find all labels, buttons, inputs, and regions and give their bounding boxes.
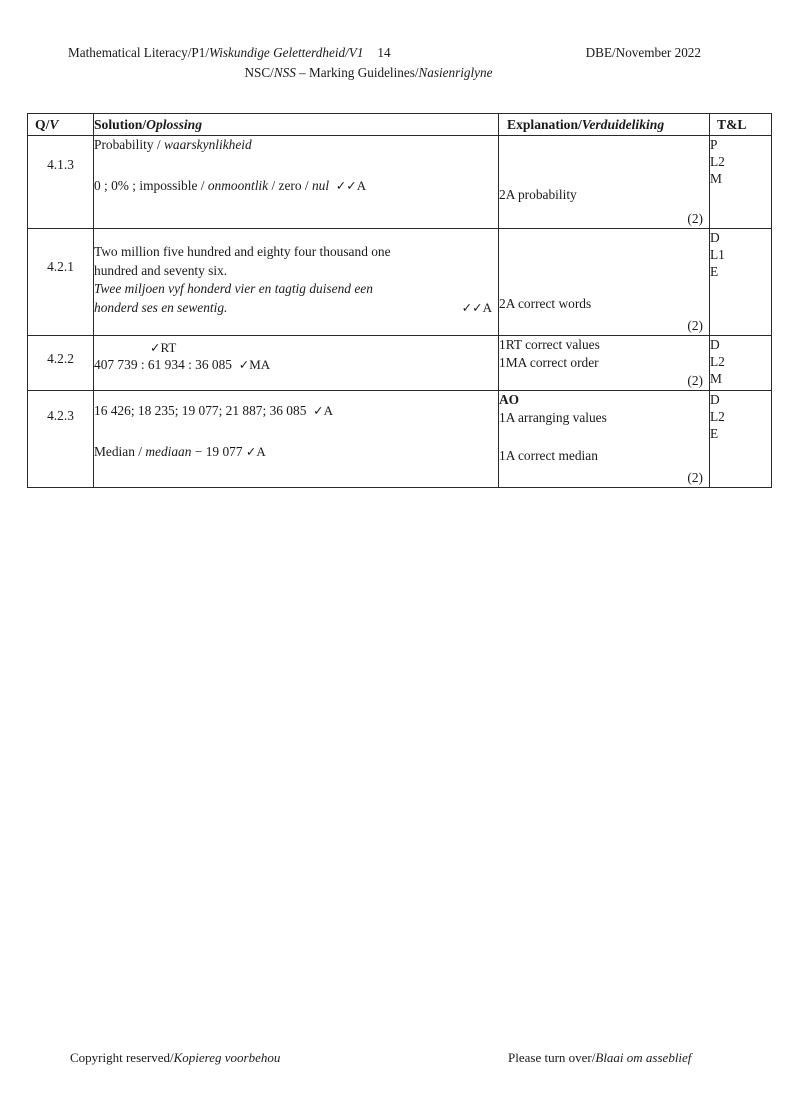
column-header-question (28, 114, 94, 136)
solution-line-af: Twee miljoen vyf honderd vier en tagtig duisend een (94, 281, 373, 296)
header-curriculum-af: NSS (273, 65, 296, 80)
column-header-explanation-af: Verduideliking (581, 117, 665, 132)
column-header-question-en: Q/ (35, 117, 50, 132)
header-page-number: 14 (377, 45, 391, 60)
solution-answer-mid: / zero / (268, 177, 312, 193)
tick-mark-icon: ✓✓ (335, 177, 357, 193)
row-explanation (499, 336, 710, 391)
solution-line (94, 136, 498, 155)
column-header-question-af: V (49, 117, 59, 132)
marking-guidelines-table (27, 113, 772, 488)
tl-value: L1 (710, 247, 725, 262)
row-question-number: 4.1.3 (28, 136, 94, 229)
row-taxonomy-level (710, 391, 772, 488)
mark-code: A (356, 177, 367, 193)
mark-code: RT (160, 340, 177, 355)
column-header-explanation-en: Explanation/ (507, 117, 582, 132)
row-taxonomy-level (710, 336, 772, 391)
tick-mark-icon: ✓ (245, 443, 257, 459)
row-solution (94, 391, 499, 488)
tl-value: L2 (710, 354, 725, 369)
tl-value: P (710, 137, 718, 152)
row-solution (94, 229, 499, 336)
tl-value: D (710, 230, 720, 245)
solution-line (94, 402, 498, 421)
tl-value: D (710, 337, 720, 352)
tl-value: E (710, 426, 719, 441)
median-value: − 19 077 (191, 443, 246, 459)
header-doctype-af: Nasienriglyne (418, 65, 493, 80)
solution-line-af (94, 299, 498, 318)
solution-line (94, 356, 498, 375)
row-explanation (499, 391, 710, 488)
row-solution (94, 336, 499, 391)
explanation-code: AO (499, 392, 520, 407)
header-line-1 (0, 44, 787, 62)
header-subject (68, 44, 391, 62)
column-header-tl (710, 114, 772, 136)
solution-line (94, 177, 498, 196)
footer-copyright-af: Kopiereg voorbehou (173, 1050, 281, 1065)
tl-value: L2 (710, 409, 725, 424)
footer-copyright (70, 1049, 280, 1067)
page-header (0, 44, 787, 82)
tl-value: M (710, 371, 722, 386)
explanation-line: 1A correct median (499, 448, 598, 463)
mark-code: A (323, 403, 333, 418)
median-label-af: mediaan (145, 443, 192, 459)
solution-line: Two million five hundred and eighty four thousand one (94, 244, 391, 259)
header-curriculum-en: NSC/ (244, 65, 274, 80)
row-taxonomy-level (710, 136, 772, 229)
explanation-spacer (499, 136, 709, 186)
explanation-spacer (499, 229, 709, 295)
tl-value: D (710, 392, 720, 407)
column-header-solution-af: Oplossing (146, 117, 203, 132)
solution-line-af-text: honderd ses en sewentig. (94, 299, 228, 315)
explanation-line: 2A probability (499, 187, 577, 202)
row-marks: (2) (687, 318, 703, 333)
row-marks: (2) (687, 211, 703, 226)
solution-text-af: waarskynlikheid (163, 137, 252, 152)
mark-code: A (256, 443, 266, 459)
solution-answer-en: 0 ; 0% ; impossible / (94, 177, 208, 193)
solution-answer-af-2: nul (311, 177, 330, 193)
mark-code: A (482, 299, 492, 315)
solution-values: 16 426; 18 235; 19 077; 21 887; 36 085 (94, 403, 307, 418)
solution-spacer (94, 421, 498, 443)
solution-answer-af-1: onmoontlik (207, 177, 269, 193)
explanation-line: 1A arranging values (499, 410, 607, 425)
row-question-number: 4.2.3 (28, 391, 94, 488)
explanation-line: 1MA correct order (499, 355, 599, 370)
explanation-line: 1RT correct values (499, 337, 600, 352)
tick-mark-icon: ✓ (313, 403, 324, 418)
table-row (28, 229, 772, 336)
table-row (28, 336, 772, 391)
header-doctype-en: – Marking Guidelines/ (295, 65, 419, 80)
solution-text-en: Probability / (94, 137, 164, 152)
tick-mark-icon: ✓✓ (461, 299, 483, 315)
footer-copyright-en: Copyright reserved/ (70, 1050, 174, 1065)
solution-spacer (94, 155, 498, 177)
header-subject-af: Wiskundige Geletterdheid/V1 (208, 45, 364, 60)
column-header-explanation (499, 114, 710, 136)
column-header-solution-en: Solution/ (94, 117, 147, 132)
header-subject-en: Mathematical Literacy/P1/ (68, 45, 209, 60)
tick-mark-icon: ✓ (238, 356, 250, 372)
header-exam-body: DBE/November 2022 (585, 45, 701, 60)
solution-values: 407 739 : 61 934 : 36 085 (94, 356, 232, 372)
row-explanation (499, 229, 710, 336)
table-row (28, 391, 772, 488)
header-line-2 (0, 64, 787, 82)
solution-line: hundred and seventy six. (94, 262, 228, 278)
mark-code: MA (249, 356, 271, 372)
column-header-solution (94, 114, 499, 136)
tick-mark-icon: ✓ (150, 340, 161, 355)
column-header-tl-label: T&L (717, 117, 747, 132)
explanation-line: 2A correct words (499, 296, 592, 311)
row-marks: (2) (687, 470, 703, 485)
row-question-number: 4.2.1 (28, 229, 94, 336)
median-label-en: Median / (94, 443, 146, 459)
row-explanation (499, 136, 710, 229)
tl-value: M (710, 171, 722, 186)
row-solution (94, 136, 499, 229)
solution-line (94, 443, 498, 462)
row-marks: (2) (687, 373, 703, 388)
explanation-spacer (499, 427, 709, 447)
table-header-row (28, 114, 772, 136)
solution-spacer (94, 229, 498, 243)
footer-turn-over-en: Please turn over/ (508, 1050, 596, 1065)
footer-turn-over-af: Blaai om asseblief (595, 1050, 692, 1065)
footer-turn-over (508, 1049, 691, 1067)
row-taxonomy-level (710, 229, 772, 336)
table-row (28, 136, 772, 229)
tl-value: E (710, 264, 719, 279)
tick-mark-group (462, 299, 492, 318)
tl-value: L2 (710, 154, 725, 169)
row-question-number: 4.2.2 (28, 336, 94, 391)
